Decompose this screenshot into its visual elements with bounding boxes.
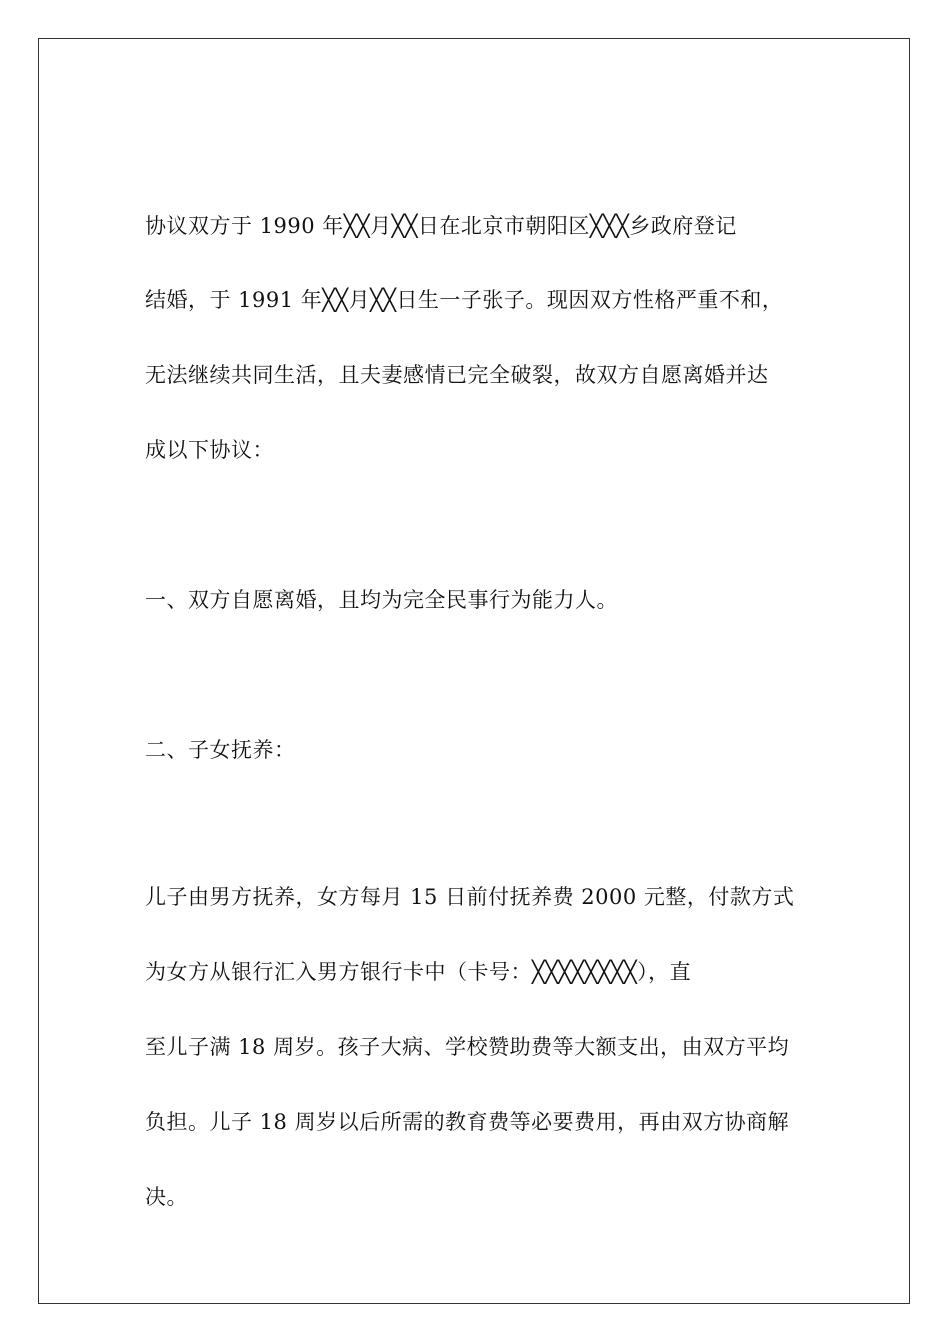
paragraph-2-line-4: 负担。儿子 18 周岁以后所需的教育费等必要费用，再由双方协商解 (145, 1110, 790, 1134)
paragraph-2-line-5: 决。 (145, 1185, 188, 1209)
paragraph-2-line-2: 为女方从银行汇入男方银行卡中（卡号：╳╳╳╳╳╳╳╳），直 (145, 960, 692, 984)
paragraph-1-line-4: 成以下协议： (145, 438, 274, 462)
paragraph-1-line-3: 无法继续共同生活，且夫妻感情已完全破裂，故双方自愿离婚并达 (145, 363, 769, 387)
paragraph-2-line-3: 至儿子满 18 周岁。孩子大病、学校赞助费等大额支出，由双方平均 (145, 1035, 790, 1059)
paragraph-1-line-1: 协议双方于 1990 年╳╳月╳╳日在北京市朝阳区╳╳╳乡政府登记 (145, 214, 737, 238)
clause-2-heading: 二、子女抚养： (145, 738, 296, 762)
clause-1: 一、双方自愿离婚，且均为完全民事行为能力人。 (145, 588, 618, 612)
paragraph-1-line-2: 结婚，于 1991 年╳╳月╳╳日生一子张子。现因双方性格严重不和， (145, 288, 784, 312)
paragraph-2-line-1: 儿子由男方抚养，女方每月 15 日前付抚养费 2000 元整，付款方式 (145, 885, 795, 909)
